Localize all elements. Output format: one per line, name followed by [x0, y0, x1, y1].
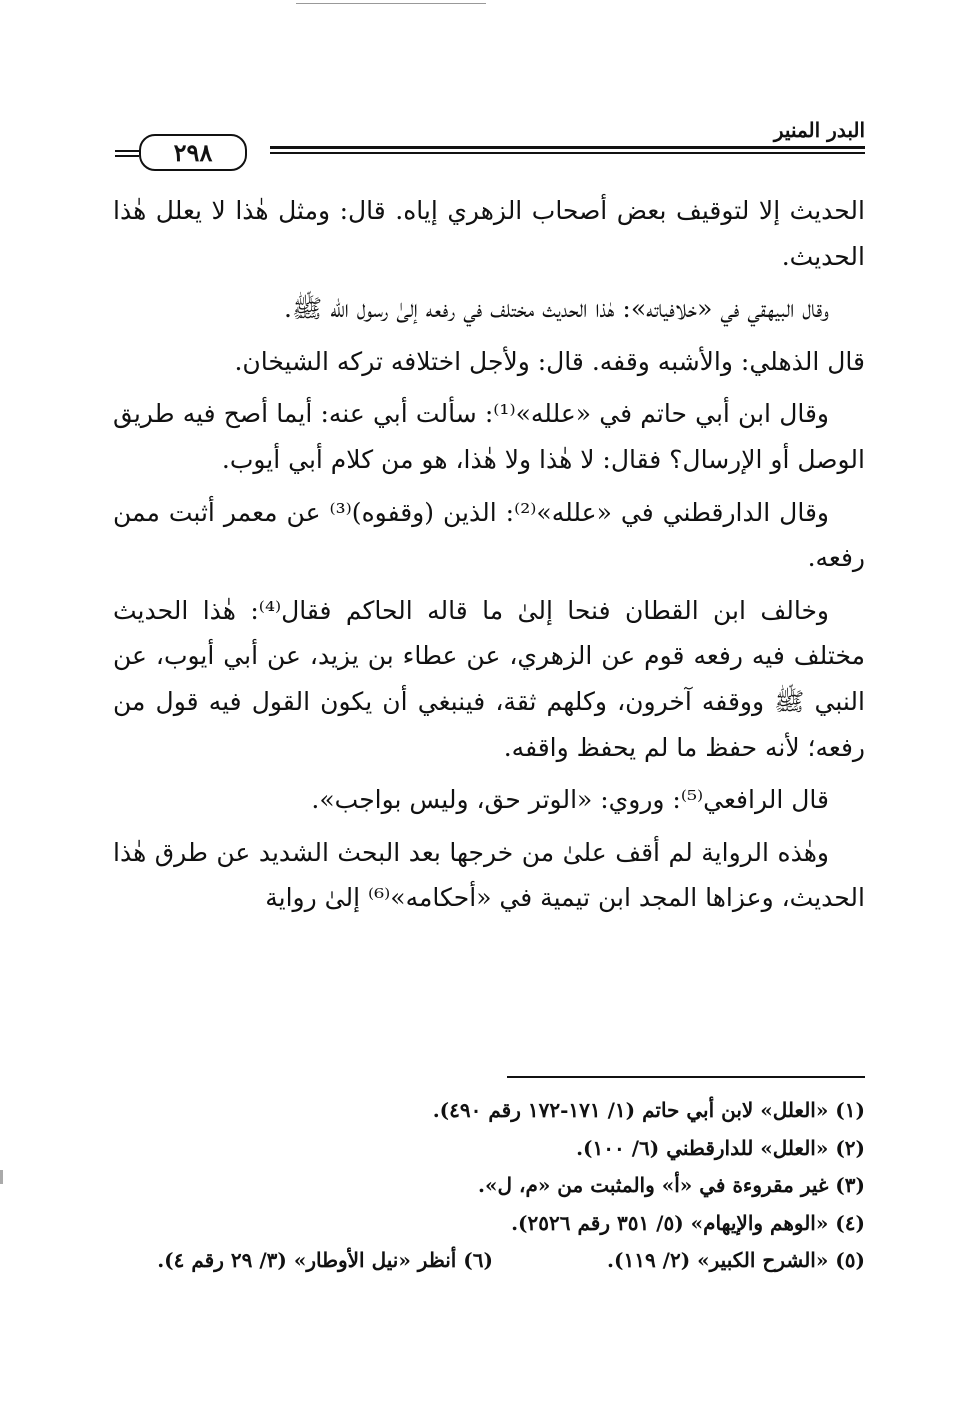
footnote: (٣) غير مقروءة في «أ» والمثبت من «م، ل». [478, 1173, 865, 1197]
footnote: (٤) «الوهم والإيهام» (٥/ ٣٥١ رقم ٢٥٢٦). [511, 1210, 865, 1235]
paragraph: قال الرافعي⁽⁵⁾: وروي: «الوتر حق، وليس بواجب». [311, 785, 829, 815]
running-title: البدر المنير [773, 118, 865, 142]
page-number: ٢٩٨ [173, 138, 213, 167]
paragraph: وقال الدارقطني في «علله»⁽²⁾: الذين (وقفوه)⁽³⁾ عن معمر أثبت ممن رفعه. [113, 497, 865, 573]
paragraph: وخالف ابن القطان فنحا إلىٰ ما قاله الحاكم فقال⁽⁴⁾: هٰذا الحديث مختلف فيه رفعه قوم عن الزهري، عن عطاء بن يزيد، عن أبي أيوب، عن النبي ﷺ ووقفه آخرون، وكلهم ثقة، فينبغي أن يكون القول فيه قول من رفعه؛ لأنه حفظ ما لم يحفظ واقفه. [113, 595, 865, 762]
paragraph: وهٰذه الرواية لم أقف علىٰ من خرجها بعد البحث الشديد عن طرق هٰذا الحديث، وعزاها المجد ابن تيمية في «أحكامه»⁽⁶⁾ إلىٰ رواية [113, 837, 865, 913]
footnote-separator [507, 1076, 865, 1078]
page-number-rule [115, 155, 139, 157]
footnote: (٥) «الشرح الكبير» (٢/ ١١٩). [607, 1248, 865, 1272]
footnote: (١) «العلل» لابن أبي حاتم (١/ ١٧١-١٧٢ رقم ٤٩٠). [432, 1098, 865, 1122]
header-rules [270, 146, 865, 157]
paragraph: وقال ابن أبي حاتم في «علله»⁽¹⁾: سألت أبي عنه: أيما أصح فيه طريق الوصل أو الإرسال؟ فقال: لا هٰذا ولا هٰذا، هو من كلام أبي أيوب. [113, 399, 865, 474]
main-text [113, 188, 865, 928]
scan-edge-mark [0, 1170, 3, 1184]
footnote: (٦) أنظر «نيل الأوطار» (٣/ ٢٩ رقم ٤). [157, 1248, 493, 1272]
top-scan-line [296, 3, 486, 4]
paragraph: قال الذهلي: والأشبه وقفه. قال: ولأجل اختلافه تركه الشيخان. [234, 346, 865, 376]
footnotes [115, 1092, 865, 1280]
page-header [115, 114, 865, 174]
footnote: (٢) «العلل» للدارقطني (٦/ ١٠٠). [576, 1135, 865, 1160]
footnote-row [115, 1242, 865, 1280]
page-number-box [139, 134, 247, 171]
paragraph: وقال البيهقي في «خلافياته»: هٰذا الحديث مختلف في رفعه إلىٰ رسول الله ﷺ. [284, 294, 829, 324]
page-number-rule [115, 150, 139, 152]
paragraph: الحديث إلا لتوقيف بعض أصحاب الزهري إياه. قال: ومثل هٰذا لا يعلل هٰذا الحديث. [113, 196, 865, 271]
